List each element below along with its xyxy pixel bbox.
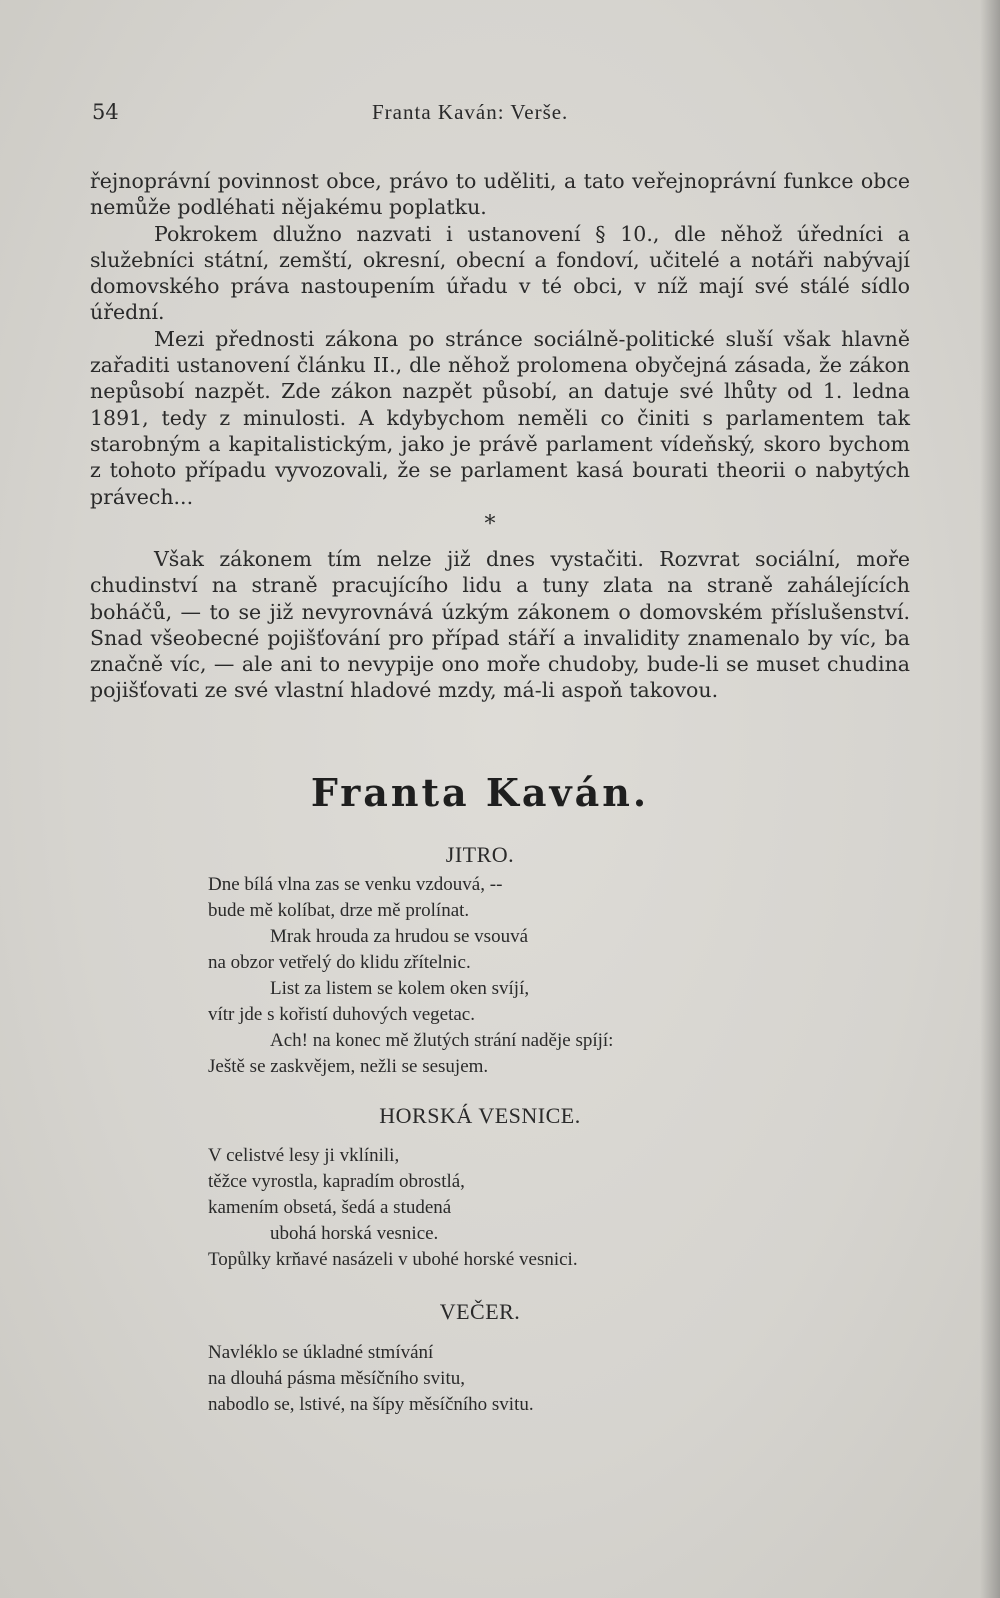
poem-line: Ještě se zaskvějem, nežli se sesujem. [208,1056,489,1077]
poem-line: těžce vyrostla, kapradím obrostlá, [208,1171,465,1192]
poem-line: bude mě kolíbat, drze mě prolínat. [208,900,470,921]
poem-body [208,1143,848,1273]
page-number: 54 [92,100,119,124]
poem-title: HORSKÁ VESNICE. [379,1103,581,1128]
poem-body [208,872,848,1080]
poem-title: VEČER. [439,1299,521,1324]
prose-section-top [90,168,910,510]
poem-line: List za listem se kolem oken svíjí, [270,978,530,999]
poem-line: na obzor vetřelý do klidu zřítelnic. [208,952,471,973]
running-head: Franta Kaván: Verše. [372,100,569,124]
poem-line: na dlouhá pásma měsíčního svitu, [208,1368,465,1389]
paragraph: Pokrokem dlužno nazvati i ustanovení § 10., dle něhož úředníci a služebníci státní, zemští, okresní, obecní a fondoví, učitelé a notáři nabývají domovského práva nastoupením úřadu v té obci, v níž mají své stálé sídlo úřední. [90,221,910,325]
poem-line: Ach! na konec mě žlutých strání naděje spíjí: [270,1030,614,1051]
poem-line: nabodlo se, lstivé, na šípy měsíčního svitu. [208,1394,534,1415]
poem-line: vítr jde s kořistí duhových vegetac. [208,1004,475,1025]
author-heading: Franta Kaván. [310,770,650,815]
poem-line: kamením obsetá, šedá a studená [208,1197,452,1218]
prose-section-bottom [90,546,910,704]
poem-line: Navléklo se úkladné stmívání [208,1342,434,1363]
paragraph: Mezi přednosti zákona po stránce sociálně-politické sluší však hlavně zařaditi ustanovení článku II., dle něhož prolomena obyčejná zásada, že zákon nepůsobí nazpět. Zde zákon nazpět působí, an datuje své lhůty od 1. ledna 1891, tedy z minulosti. A kdybychom neměli co činiti s parlamentem tak starobným a kapitalistickým, jako je právě parlament vídeňský, skoro bychom z tohoto případu vyvozovali, že se parlament kasá bourati theorii o nabytých právech... [90,326,910,509]
page-edge-shadow [980,0,1000,1598]
poem-body [208,1340,848,1418]
page-header [92,100,832,130]
poem-line: Mrak hrouda za hrudou se vsouvá [270,926,529,947]
paragraph: řejnoprávní povinnost obce, právo to uděliti, a tato veřejnoprávní funkce obce nemůže podléhati nějakému poplatku. [90,169,910,220]
poem-line: V celistvé lesy ji vklínili, [208,1145,400,1166]
poem-line: Dne bílá vlna zas se venku vzdouvá, -- [208,874,503,895]
section-separator: * [484,512,496,537]
poem-title: JITRO. [445,842,515,867]
paragraph: Však zákonem tím nelze již dnes vystačiti. Rozvrat sociální, moře chudinství na straně pracujícího lidu a tuny zlata na straně zahálejících boháčů, — to se již nevyrovnává úzkým zákonem o domovském příslušenství. Snad všeobecné pojišťování pro případ stáří a invalidity znamenalo by víc, ba značně víc, — ale ani to nevypije ono moře chudoby, bude-li se muset chudina pojišťovati ze své vlastní hladové mzdy, má-li aspoň takovou. [90,547,910,703]
poem-line: Topůlky krňavé nasázeli v ubohé horské vesnici. [208,1249,578,1270]
poem-line: ubohá horská vesnice. [270,1223,439,1244]
